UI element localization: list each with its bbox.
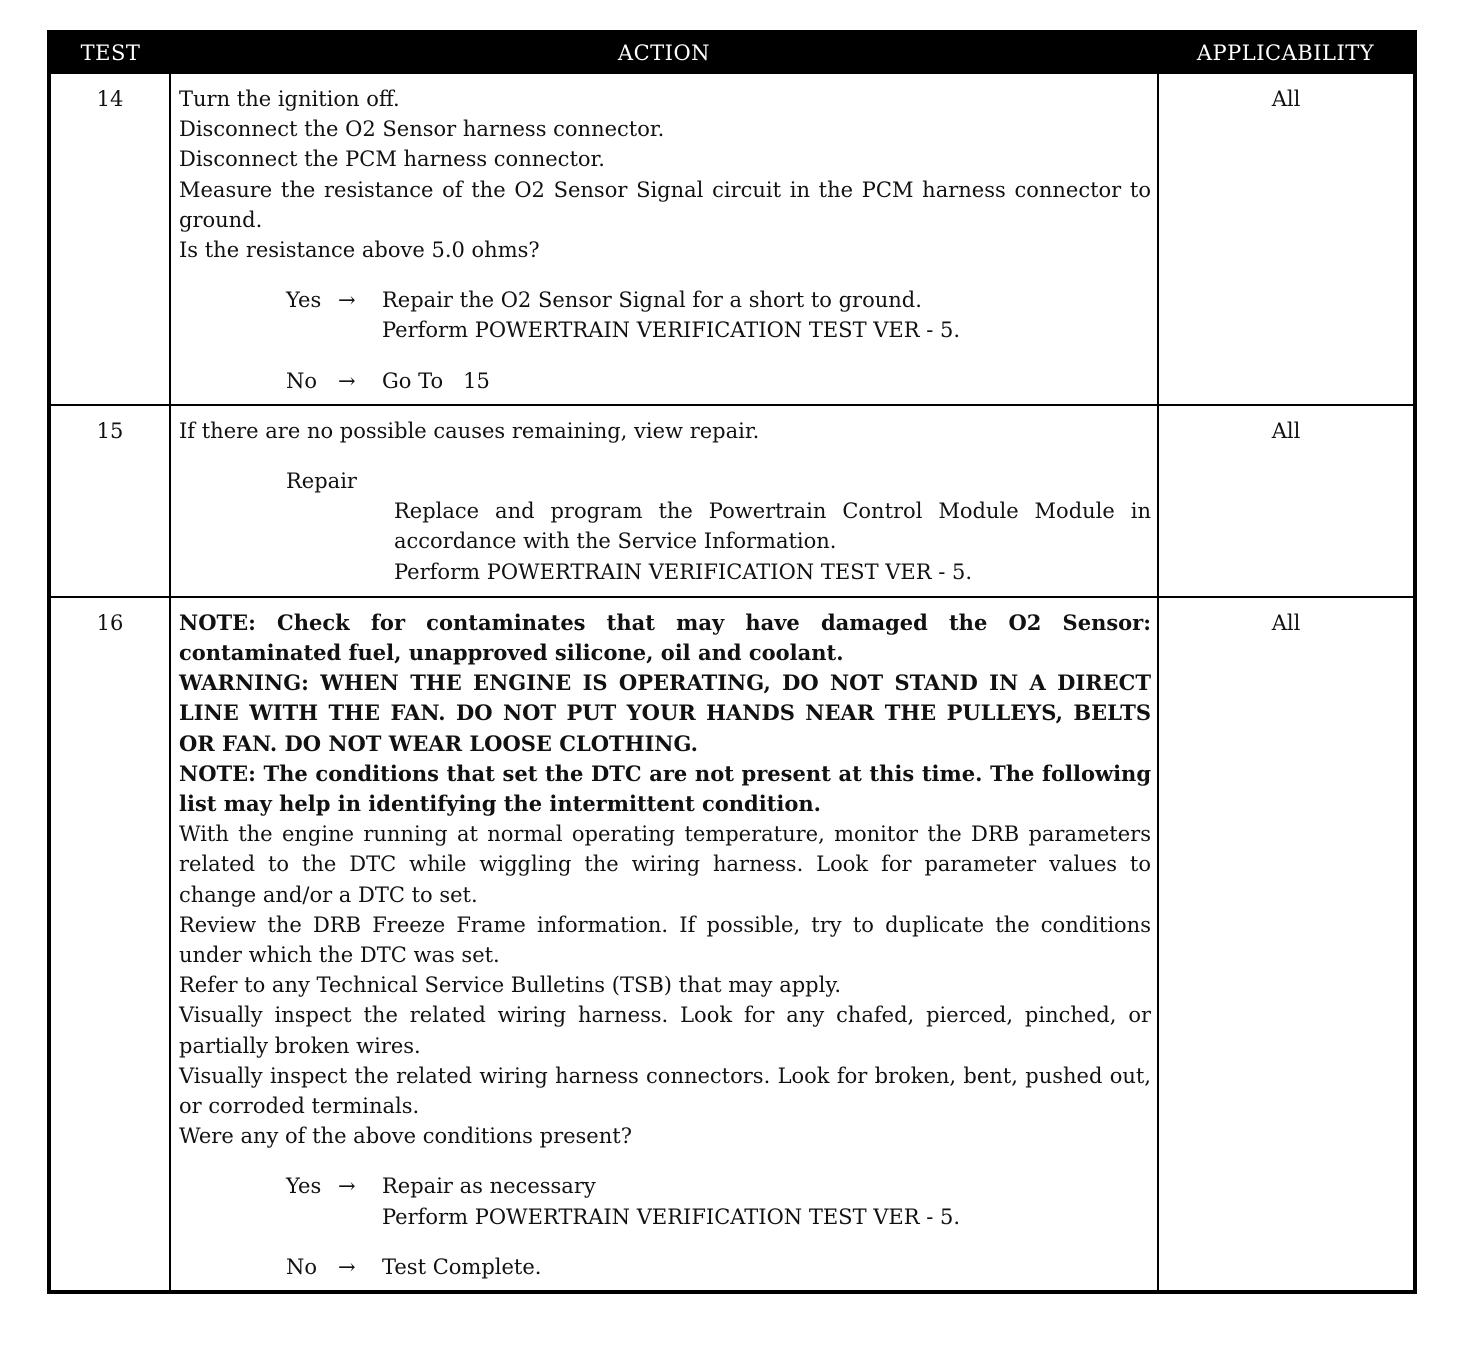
- no-label: No: [286, 1254, 318, 1279]
- applicability-value: All: [1158, 597, 1415, 1292]
- action-line: Visually inspect the related wiring harness connectors. Look for broken, bent, pushed out, or corroded terminals.: [179, 1063, 1151, 1119]
- test-procedure-table: [47, 30, 1417, 1294]
- yes-branch: [286, 285, 1151, 345]
- action-line: With the engine running at normal operating temperature, monitor the DRB parameters related to the DTC while wiggling the wiring harness. Look for parameter values to change and/or a DTC to set.: [179, 822, 1151, 907]
- no-action-goto: Go To 15: [382, 368, 490, 393]
- no-action-line: Test Complete.: [382, 1254, 542, 1279]
- yes-action-line: Perform POWERTRAIN VERIFICATION TEST VER - 5.: [382, 1204, 961, 1229]
- table-row-test-16: [49, 597, 1415, 1292]
- arrow-right-icon: →: [338, 288, 356, 313]
- arrow-right-icon: →: [338, 1254, 356, 1279]
- action-line: Disconnect the O2 Sensor harness connector.: [179, 117, 665, 142]
- no-label: No: [286, 368, 318, 393]
- yes-label: Yes: [286, 288, 322, 313]
- yes-label: Yes: [286, 1174, 322, 1199]
- note-contaminates: NOTE: Check for contaminates that may have damaged the O2 Sensor: contaminated fuel, unapproved silicone, oil and coolant.: [179, 609, 1151, 666]
- test-number: 15: [49, 405, 170, 597]
- action-question: Were any of the above conditions present?: [179, 1124, 632, 1149]
- yes-action-line: Repair the O2 Sensor Signal for a short to ground.: [382, 288, 922, 313]
- no-branch: [286, 1252, 1151, 1282]
- action-line: If there are no possible causes remaining, view repair.: [179, 418, 760, 443]
- action-line: Visually inspect the related wiring harness. Look for any chafed, pierced, pinched, or partially broken wires.: [179, 1003, 1151, 1058]
- applicability-value: All: [1158, 73, 1415, 405]
- header-test: TEST: [49, 32, 170, 73]
- action-line: Review the DRB Freeze Frame information. If possible, try to duplicate the conditions under which the DTC was set.: [179, 912, 1151, 968]
- table-row-test-14: [49, 73, 1415, 405]
- action-question: Is the resistance above 5.0 ohms?: [179, 238, 540, 263]
- action-cell: [170, 73, 1158, 405]
- diagnostic-procedure-page: [47, 30, 1413, 1294]
- action-line: Refer to any Technical Service Bulletins (TSB) that may apply.: [179, 973, 842, 998]
- repair-label: Repair: [286, 469, 357, 494]
- header-action: ACTION: [170, 32, 1158, 73]
- action-cell: [170, 405, 1158, 597]
- action-line: Measure the resistance of the O2 Sensor Signal circuit in the PCM harness connector to ground.: [179, 177, 1151, 232]
- note-intermittent: NOTE: The conditions that set the DTC are not present at this time. The following list may help in identifying the intermittent condition.: [179, 760, 1151, 817]
- test-number: 16: [49, 597, 170, 1292]
- repair-action-line: Replace and program the Powertrain Control Module Module in accordance with the Service Information.: [394, 499, 1151, 554]
- action-line: Disconnect the PCM harness connector.: [179, 147, 605, 172]
- arrow-right-icon: →: [338, 1174, 356, 1199]
- action-cell: [170, 597, 1158, 1292]
- action-line: Turn the ignition off.: [179, 87, 400, 111]
- yes-action-line: Repair as necessary: [382, 1174, 596, 1199]
- no-branch: [286, 366, 1151, 396]
- header-applicability: APPLICABILITY: [1158, 32, 1415, 73]
- table-header-row: [49, 32, 1415, 73]
- yes-branch: [286, 1171, 1151, 1231]
- applicability-value: All: [1158, 405, 1415, 597]
- test-number: 14: [49, 73, 170, 405]
- yes-action-line: Perform POWERTRAIN VERIFICATION TEST VER - 5.: [382, 318, 961, 343]
- repair-action-line: Perform POWERTRAIN VERIFICATION TEST VER - 5.: [394, 559, 973, 584]
- table-row-test-15: [49, 405, 1415, 597]
- arrow-right-icon: →: [338, 368, 356, 393]
- warning-fan: WARNING: WHEN THE ENGINE IS OPERATING, DO NOT STAND IN A DIRECT LINE WITH THE FAN. DO NOT PUT YOUR HANDS NEAR THE PULLEYS, BELTS OR FAN. DO NOT WEAR LOOSE CLOTHING.: [179, 670, 1151, 756]
